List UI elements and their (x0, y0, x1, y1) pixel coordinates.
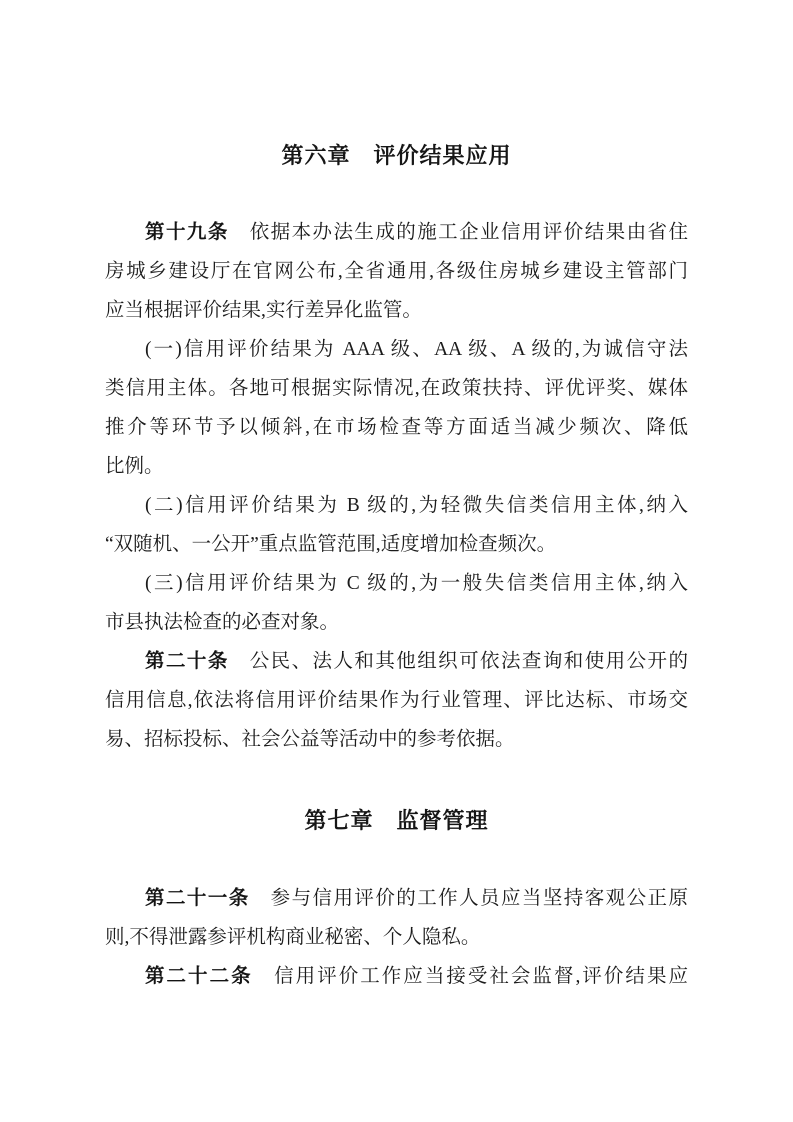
line-text: 依据本办法生成的施工企业信用评价结果由省住 (228, 222, 688, 243)
article-number: 第二十一条 (145, 887, 250, 909)
article-19-item-2 (105, 486, 688, 564)
article-22 (105, 957, 688, 996)
text-line: 比例。 (105, 456, 164, 477)
text-line: 推介等环节予以倾斜,在市场检查等方面适当减少频次、降低 (105, 417, 688, 438)
text-line: “双随机、一公开”重点监管范围,适度增加检查频次。 (105, 534, 557, 555)
text-line: 房城乡建设厅在官网公布,全省通用,各级住房城乡建设主管部门 (105, 261, 688, 282)
text-line: (二)信用评价结果为 B 级的,为轻微失信类信用主体,纳入 (145, 495, 688, 516)
text-line: 类信用主体。各地可根据实际情况,在政策扶持、评优评奖、媒体 (105, 378, 688, 399)
chapter-7-heading: 第七章 监督管理 (304, 808, 489, 833)
text-line: (一)信用评价结果为 AAA 级、AA 级、A 级的,为诚信守法 (145, 339, 688, 360)
text-line: 易、招标投标、社会公益等活动中的参考依据。 (105, 729, 515, 750)
article-number: 第二十条 (145, 650, 229, 672)
line-text: 公民、法人和其他组织可依法查询和使用公开的 (228, 651, 688, 672)
article-20 (105, 642, 688, 759)
article-19-item-1 (105, 330, 688, 486)
line-text: 信用评价工作应当接受社会监督,评价结果应 (252, 966, 688, 987)
text-line: 应当根据评价结果,实行差异化监管。 (105, 300, 422, 321)
page-content (0, 142, 793, 996)
text-line (105, 957, 688, 996)
text-line (105, 879, 688, 918)
article-21 (105, 879, 688, 957)
text-line (105, 642, 688, 681)
article-number: 第十九条 (145, 221, 229, 243)
text-line: 则,不得泄露参评机构商业秘密、个人隐私。 (105, 927, 481, 948)
text-line: 市县执法检查的必查对象。 (105, 612, 340, 633)
article-19 (105, 213, 688, 330)
text-line (105, 213, 688, 252)
text-line: 信用信息,依法将信用评价结果作为行业管理、评比达标、市场交 (105, 690, 688, 711)
text-line: (三)信用评价结果为 C 级的,为一般失信类信用主体,纳入 (145, 573, 688, 594)
article-19-item-3 (105, 564, 688, 642)
chapter-6-heading: 第六章 评价结果应用 (281, 143, 512, 168)
line-text: 参与信用评价的工作人员应当坚持客观公正原 (249, 888, 688, 909)
article-number: 第二十二条 (145, 965, 253, 987)
